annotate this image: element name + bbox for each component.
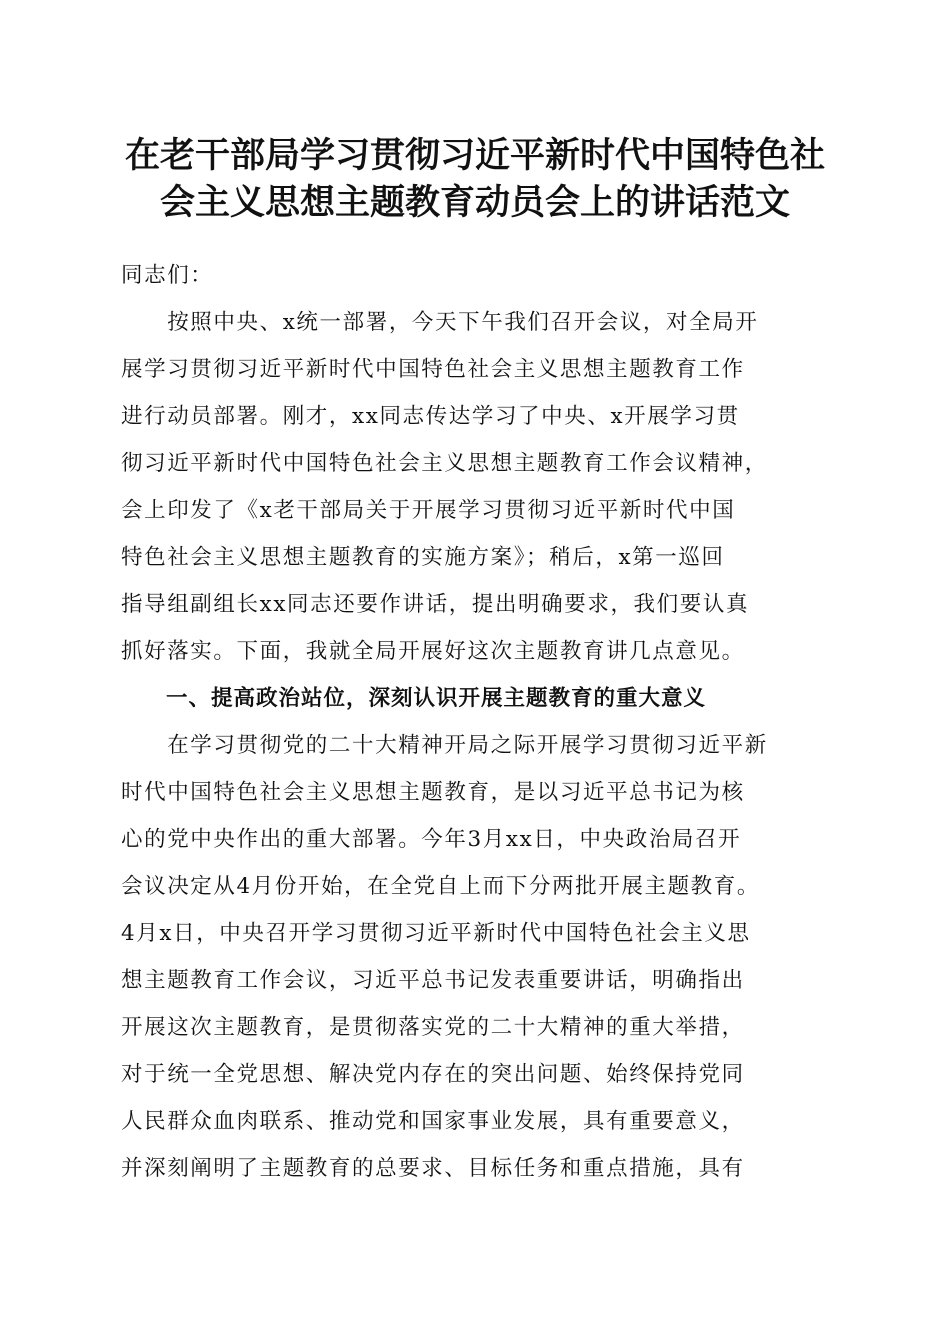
paragraph-line: 会上印发了《x老干部局关于开展学习贯彻习近平新时代中国 [121,498,736,523]
paragraph-line: 按照中央、x统一部署，今天下午我们召开会议，对全局开 [121,310,759,335]
paragraph-line: 特色社会主义思想主题教育的实施方案》；稍后，x第一巡回 [121,545,725,570]
paragraph-line: 会议决定从4月份开始，在全党自上而下分两批开展主题教育。 [121,874,760,899]
title-line-1: 在老干部局学习贯彻习近平新时代中国特色社 [124,135,825,176]
paragraph-line: 并深刻阐明了主题教育的总要求、目标任务和重点措施，具有 [121,1156,745,1181]
paragraph-line: 4月x日，中央召开学习贯彻习近平新时代中国特色社会主义思 [121,921,751,946]
salutation: 同志们： [121,263,214,288]
paragraph-line: 抓好落实。下面，我就全局开展好这次主题教育讲几点意见。 [121,639,745,664]
paragraph-line: 时代中国特色社会主义思想主题教育，是以习近平总书记为核 [121,780,745,805]
paragraph-line: 对于统一全党思想、解决党内存在的突出问题、始终保持党同 [121,1062,745,1087]
paragraph-line: 心的党中央作出的重大部署。今年3月xx日，中央政治局召开 [121,827,742,852]
paragraph-line: 在学习贯彻党的二十大精神开局之际开展学习贯彻习近平新 [121,733,768,758]
title-line-2: 会主义思想主题教育动员会上的讲话范文 [159,182,790,223]
paragraph-line: 开展这次主题教育，是贯彻落实党的二十大精神的重大举措， [121,1015,745,1040]
paragraph-line: 彻习近平新时代中国特色社会主义思想主题教育工作会议精神， [121,451,768,476]
section-heading-1: 一、提高政治站位，深刻认识开展主题教育的重大意义 [121,686,707,711]
document-body [121,252,831,1192]
paragraph-line: 指导组副组长xx同志还要作讲话，提出明确要求，我们要认真 [121,592,750,617]
paragraph-line: 进行动员部署。刚才，xx同志传达学习了中央、x开展学习贯 [121,404,740,429]
paragraph-1 [121,299,831,675]
document-title [100,132,850,226]
paragraph-2 [121,722,831,1192]
paragraph-line: 想主题教育工作会议，习近平总书记发表重要讲话，明确指出 [121,968,745,993]
paragraph-line: 人民群众血肉联系、推动党和国家事业发展，具有重要意义， [121,1109,745,1134]
paragraph-line: 展学习贯彻习近平新时代中国特色社会主义思想主题教育工作 [121,357,745,382]
